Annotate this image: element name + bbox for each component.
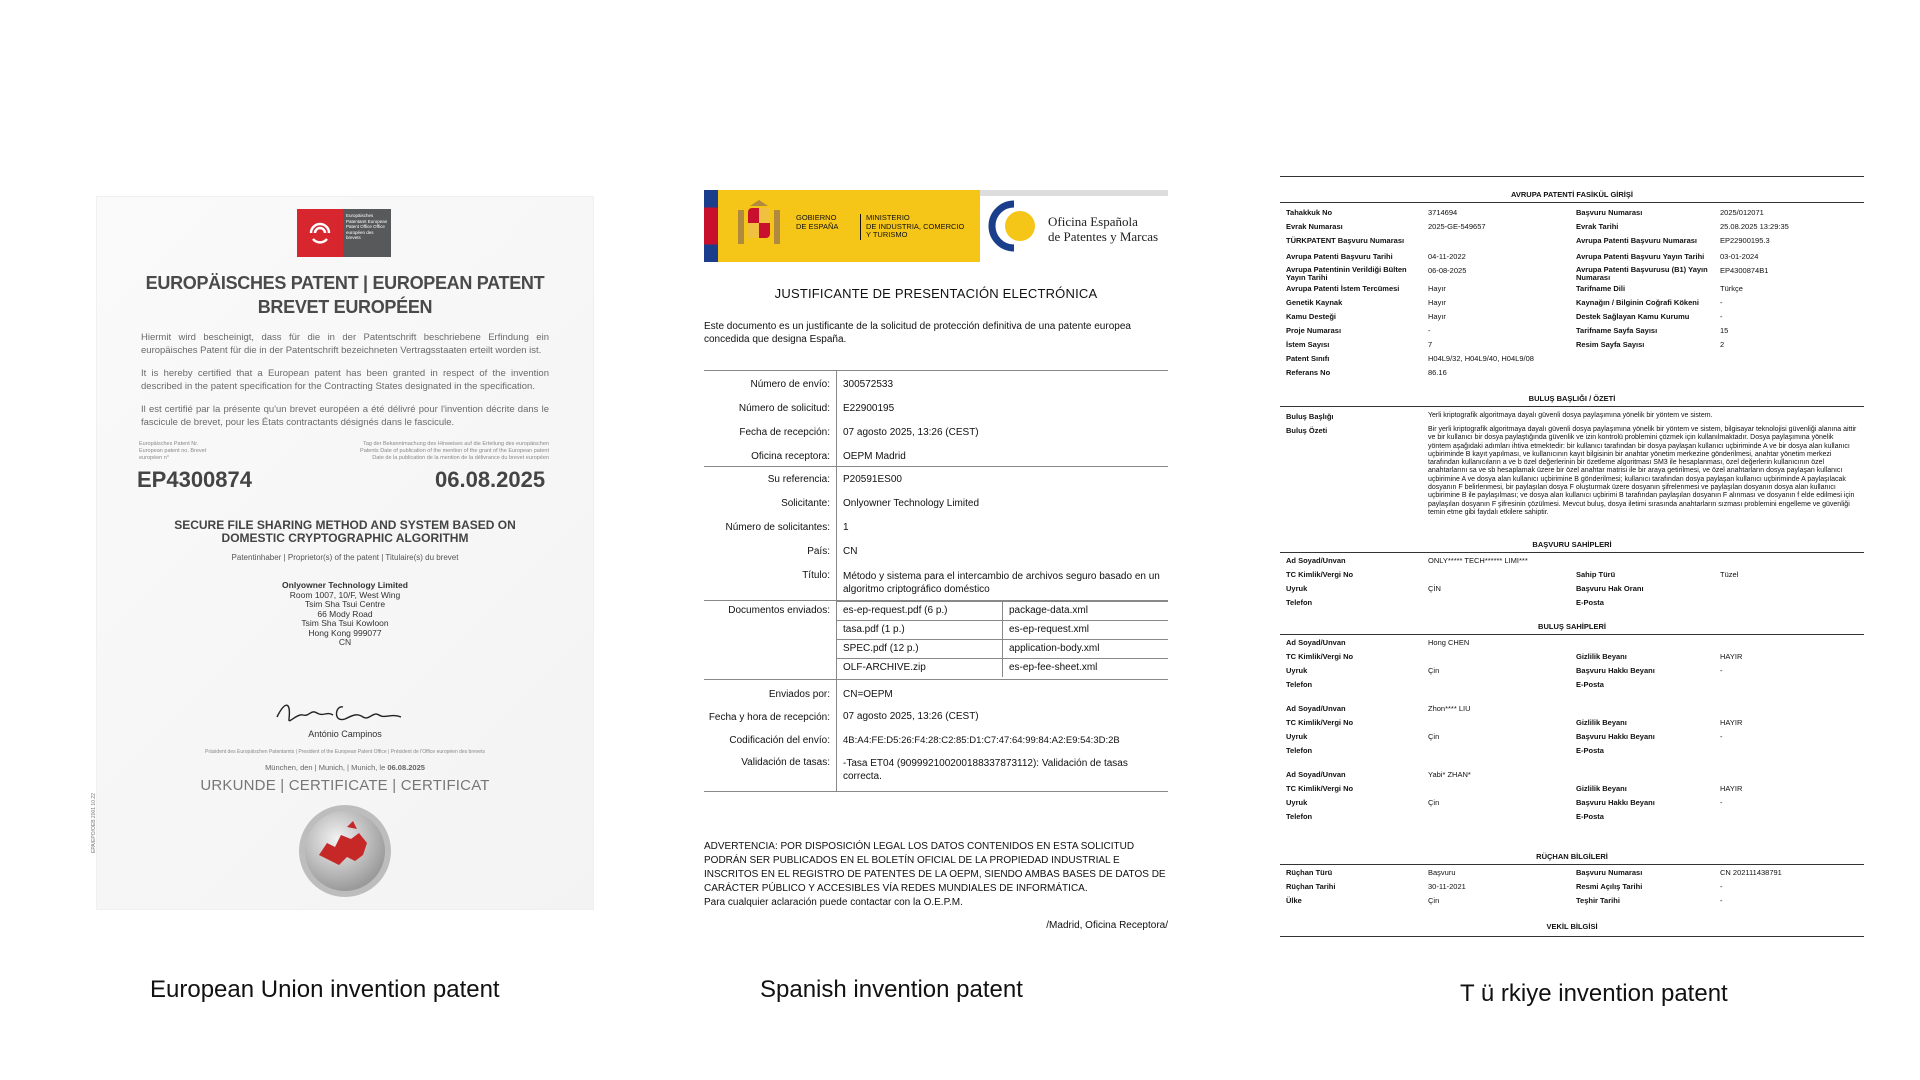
- field-label: Telefon: [1286, 680, 1313, 689]
- docs-row: [837, 659, 1168, 678]
- form-row: [1280, 704, 1864, 718]
- eu-title-line1: SECURE FILE SHARING METHOD AND SYSTEM BASED ON: [174, 518, 516, 532]
- field-value: H04L9/32, H04L9/40, H04L9/08: [1428, 354, 1534, 363]
- field-label: Resim Sayfa Sayısı: [1576, 340, 1645, 349]
- form-row: [1280, 652, 1864, 666]
- field-value: ÇİN: [1428, 584, 1441, 593]
- field-label: TC Kimlik/Vergi No: [1286, 570, 1354, 579]
- field-label: Resmi Açılış Tarihi: [1576, 882, 1643, 891]
- field-value: 2025-GE-549657: [1428, 222, 1486, 231]
- table-row: [704, 601, 1168, 680]
- field-label: Proje Numarası: [1286, 326, 1342, 335]
- eu-place-date: [97, 763, 593, 772]
- eu-para-fr: Il est certifié par la présente qu'un brevet européen a été délivré pour l'invention décrite dans le fascicule de brevet, pour les États contractants désignés dans le fascicule.: [141, 404, 549, 428]
- table-row: [704, 390, 1168, 414]
- field-label: Telefon: [1286, 598, 1313, 607]
- field-label: Ülke: [1286, 896, 1302, 905]
- field-value: HAYIR: [1720, 718, 1743, 727]
- eu-patent-number: EP4300874: [137, 467, 252, 492]
- field-value: -: [1720, 882, 1723, 891]
- field-value: 03-01-2024: [1720, 252, 1759, 261]
- gobierno-line: GOBIERNO: [796, 213, 837, 222]
- field-label: Kamu Desteği: [1286, 312, 1337, 321]
- form-row: [1280, 570, 1864, 584]
- ozet-label: Buluş Özeti: [1286, 426, 1328, 435]
- form-row: [1280, 718, 1864, 732]
- form-row: [1280, 298, 1864, 312]
- field-label: Evrak Tarihi: [1576, 222, 1619, 231]
- form-row: [1280, 812, 1864, 826]
- gobierno-banner: [704, 190, 980, 262]
- field-value: Çin: [1428, 896, 1440, 905]
- field-value: 06-08-2025: [1428, 266, 1467, 275]
- docs-label: Documentos enviados:: [704, 601, 837, 680]
- form-row: [1280, 312, 1864, 326]
- epo-logo-mark: [297, 209, 343, 257]
- table-row: [704, 700, 1168, 724]
- form-row: [1280, 222, 1864, 236]
- field-label: Avrupa Patenti Başvuru Tarihi: [1286, 252, 1393, 261]
- field-label: Sahip Türü: [1576, 570, 1616, 579]
- eu-heading-line2: BREVET EUROPÉEN: [257, 297, 433, 317]
- table-row: [704, 557, 1168, 601]
- row-value: Onlyowner Technology Limited: [837, 485, 1169, 509]
- eu-certificate-label: URKUNDE | CERTIFICATE | CERTIFICAT: [200, 777, 490, 794]
- field-value: Tüzel: [1720, 570, 1739, 579]
- field-label: Başvuru Hakkı Beyanı: [1576, 732, 1655, 741]
- ministerio-line: DE INDUSTRIA, COMERCIO: [866, 221, 965, 231]
- oepm-line: de Patentes y Marcas: [1048, 229, 1159, 244]
- table-row: [704, 724, 1168, 746]
- field-label: E-Posta: [1576, 746, 1604, 755]
- field-label: Gizlilik Beyanı: [1576, 652, 1627, 661]
- field-value: 15: [1720, 326, 1729, 335]
- field-label: Uyruk: [1286, 666, 1308, 675]
- eu-place-date-label: München, den | Munich, | Munich, le: [265, 763, 386, 772]
- field-value: Başvuru: [1428, 868, 1456, 877]
- row-value: P20591ES00: [837, 467, 1169, 486]
- oepm-logo-icon: [988, 200, 1042, 252]
- row-label: Fecha de recepción:: [739, 427, 830, 438]
- field-label: TÜRKPATENT Başvuru Numarası: [1286, 236, 1405, 245]
- field-label: Referans No: [1286, 368, 1331, 377]
- field-label: Patent Sınıfı: [1286, 354, 1330, 363]
- field-value: Türkçe: [1720, 284, 1743, 293]
- table-row: [704, 414, 1168, 438]
- field-value: EP4300874B1: [1720, 266, 1769, 275]
- eu-patent-certificate: [91, 196, 594, 910]
- field-label: Uyruk: [1286, 798, 1308, 807]
- gobierno-line: DE ESPAÑA: [796, 221, 839, 231]
- field-label: Genetik Kaynak: [1286, 298, 1343, 307]
- form-row: [1280, 236, 1864, 250]
- ministerio-line: MINISTERIO: [866, 213, 910, 222]
- row-label: Número de solicitud:: [738, 403, 830, 414]
- field-value: -: [1720, 298, 1723, 307]
- field-label: Destek Sağlayan Kamu Kurumu: [1576, 312, 1690, 321]
- field-label: Telefon: [1286, 812, 1313, 821]
- es-sign: /Madrid, Oficina Receptora/: [1046, 920, 1168, 931]
- row-label: Título:: [802, 570, 830, 581]
- es-patent-receipt: [704, 190, 1168, 942]
- eu-holder-line: Tsim Sha Tsui Kowloon: [301, 618, 389, 628]
- field-label: E-Posta: [1576, 680, 1604, 689]
- row-label: Validación de tasas:: [741, 757, 830, 768]
- row-value: E22900195: [837, 390, 1169, 414]
- eu-holder-line: CN: [338, 637, 352, 647]
- field-value: Çin: [1428, 666, 1440, 675]
- field-value: Hong CHEN: [1428, 638, 1470, 647]
- field-label: TC Kimlik/Vergi No: [1286, 784, 1354, 793]
- es-title: JUSTIFICANTE DE PRESENTACIÓN ELECTRÓNICA: [774, 286, 1098, 301]
- oepm-line: Oficina Española: [1048, 214, 1138, 229]
- es-details-table: [704, 370, 1168, 792]
- eu-side-code: EPA/EPO/OEB 2001 10.22: [91, 793, 97, 853]
- form-row: [1280, 354, 1864, 368]
- signature-image: [273, 695, 413, 729]
- row-label: Número de solicitantes:: [725, 522, 830, 533]
- field-value: -: [1720, 312, 1723, 321]
- form-row: [1280, 882, 1864, 896]
- form-row: [1280, 252, 1864, 266]
- row-value: CN: [837, 533, 1169, 557]
- caption-tr: T ü rkiye invention patent: [1460, 980, 1728, 1007]
- row-value: 1: [837, 509, 1169, 533]
- eu-holder-line: Hong Kong 999077: [308, 627, 382, 638]
- doc-file: tasa.pdf (1 p.): [837, 621, 1003, 640]
- docs-row: [837, 621, 1168, 640]
- field-label: Başvuru Numarası: [1576, 868, 1643, 877]
- oepm-logo: [988, 198, 1168, 254]
- row-label: País:: [807, 546, 830, 557]
- form-row: [1280, 368, 1864, 382]
- field-label: Avrupa Patenti Başvuru Numarası: [1576, 236, 1698, 245]
- section-rule: [1280, 634, 1864, 635]
- field-label: Ad Soyad/Unvan: [1286, 556, 1346, 565]
- field-label: TC Kimlik/Vergi No: [1286, 652, 1354, 661]
- field-label: Tarifname Dili: [1576, 284, 1626, 293]
- field-value: 86.16: [1428, 368, 1447, 377]
- field-value: 04-11-2022: [1428, 252, 1466, 261]
- table-bottom-rule: [704, 792, 1168, 793]
- doc-file: es-ep-fee-sheet.xml: [1003, 659, 1169, 678]
- form-row: [1280, 680, 1864, 694]
- form-row: [1280, 556, 1864, 570]
- row-label: Codificación del envío:: [729, 735, 830, 746]
- field-value: EP22900195.3: [1720, 236, 1770, 245]
- field-label: Uyruk: [1286, 584, 1308, 593]
- section-title: BULUŞ SAHİPLERİ: [1538, 622, 1606, 631]
- form-row: [1280, 896, 1864, 910]
- doc-file: package-data.xml: [1003, 602, 1169, 621]
- section-rule: [1280, 864, 1864, 865]
- eu-place-date-value: 06.08.2025: [387, 763, 425, 772]
- docs-row: [837, 640, 1168, 659]
- eu-holder-label: Patentinhaber | Proprietor(s) of the patent | Titulaire(s) du brevet: [231, 553, 459, 562]
- form-row: [1280, 666, 1864, 680]
- form-row: [1280, 746, 1864, 760]
- doc-file: OLF-ARCHIVE.zip: [837, 659, 1003, 678]
- form-row: [1280, 868, 1864, 882]
- row-value: 4B:A4:FE:D5:26:F4:28:C2:85:D1:C7:47:64:99:84:A2:E9:54:3D:2B: [837, 724, 1169, 746]
- form-row: [1280, 208, 1864, 222]
- row-label: Número de envío:: [704, 371, 837, 391]
- form-row: [1280, 784, 1864, 798]
- form-row: [1280, 798, 1864, 812]
- doc-file: SPEC.pdf (12 p.): [837, 640, 1003, 659]
- field-value: Hayır: [1428, 298, 1446, 307]
- row-label: Su referencia:: [704, 467, 837, 486]
- field-value: Hayır: [1428, 312, 1446, 321]
- field-label: Ad Soyad/Unvan: [1286, 638, 1346, 647]
- form-row: [1280, 266, 1864, 280]
- field-label: Gizlilik Beyanı: [1576, 784, 1627, 793]
- docs-row: [837, 602, 1168, 621]
- form-row: [1280, 770, 1864, 784]
- field-value: Çin: [1428, 798, 1440, 807]
- field-value: ONLY***** TECH****** LIMI***: [1428, 556, 1528, 565]
- field-value: 2: [1720, 340, 1725, 349]
- eu-title-line2: DOMESTIC CRYPTOGRAPHIC ALGORITHM: [221, 531, 469, 545]
- field-value: Yabi* ZHAN*: [1428, 770, 1471, 779]
- es-intro: Este documento es un justificante de la solicitud de protección definitiva de una patente europea concedida que designa España.: [704, 321, 1131, 345]
- table-row: [704, 485, 1168, 509]
- field-label: Ad Soyad/Unvan: [1286, 704, 1346, 713]
- eu-date-label: Tag der Bekanntmachung des Hinweises auf die Erteilung des europäischen Patents Date of publication of the mention of the grant of the European patent Date de la publication de la mention de la délivrance du brevet européen: [360, 441, 549, 461]
- row-value: 07 agosto 2025, 13:26 (CEST): [837, 700, 1169, 724]
- eu-holder-line: 66 Mody Road: [317, 608, 373, 619]
- section-title: AVRUPA PATENTİ FASİKÜL GİRİŞİ: [1511, 190, 1633, 199]
- gobierno-text: [796, 214, 838, 231]
- doc-file: es-ep-request.xml: [1003, 621, 1169, 640]
- form-row: [1280, 584, 1864, 598]
- es-advert: [704, 840, 1168, 910]
- eu-para-de: Hiermit wird bescheinigt, dass für die in der Patentschrift beschriebene Erfindung ein europäisches Patent für die in der Patentschrift bezeichneten Vertragsstaaten erteilt worden ist.: [141, 332, 549, 356]
- field-value: 7: [1428, 340, 1433, 349]
- ozet-value: Bir yerli kriptografik algoritmaya dayalı güvenli dosya paylaşımına yönelik bir yöntem ve sistem, bilgisayar teknolojisi güvenliği alanına aittir ve bir kullanıcı bir dosya paylaştığında güvenlik ve izin kontrolü problemini çözmek için kullanılmaktadır. Dosya paylaşımına yönelik yöntem aşağıdaki adımları ihtiva etmektedir: bir kullanıcı tarafından bir dosya paylaşan kullanıcı uçbiriminde A ve bir dosya alan kullanıcı uçbiriminde B kayıt yapılması, ve kullanıcının kayıt bilgisinin bir anahtar yönetim merkezine gönderilmesi, anahtar yönetim merkezi tarafından kullanıcıların a ve b özel değerlerinin bir özetleme algoritması SM3 ile hesaplanması, özel değerlerin kullanıcının özel anahtarlarını sa ve sb hesaplamak üzere bir özel anahtar matrisi ile bir araya getirilmesi, ve özel anahtarların dosya paylaşan kullanıcı uçbirimine A ve dosya alan kullanıcı uçbirimine B gönderilmesi; kullanıcı tarafından dosya paylaşan kullanıcı uçbiriminde A paylaşılacak dosyanın F belirlenmesi, bir paylaşılan dosya F oluşturmak üzere dosyanın şifrelenmesi ve paylaşılan dosyanın dosya alan kullanıcı uçbirimine B ile paylaşılması; ve dosya alan kullanıcı uçbirimi B tarafından paylaşılan dosyanın F alınması ve dosyanın f elde edilmesi için paylaşılan dosyanın F şifresinin çözülmesi. Mevcut buluş, dosya iletimi sırasında anahtarların sızması problemini engelleme ve güvenliği temin etme gibi faydalı etkilere sahiptir.: [1428, 426, 1857, 516]
- baslik-value: Yerli kriptografik algoritmaya dayalı güvenli dosya paylaşımına yönelik bir yöntem ve sistem.: [1428, 412, 1713, 419]
- field-value: 25.08.2025 13:29:35: [1720, 222, 1789, 231]
- epo-logo-text: Europäisches Patentamt European Patent Office Office européen des brevets: [343, 209, 391, 257]
- ministerio-text: [860, 214, 964, 240]
- field-label: Başvuru Numarası: [1576, 208, 1643, 217]
- field-label: Başvuru Hakkı Beyanı: [1576, 798, 1655, 807]
- field-value: CN 202111438791: [1720, 868, 1782, 877]
- field-value: 3714694: [1428, 208, 1458, 217]
- field-value: Zhon**** LIU: [1428, 704, 1471, 713]
- eu-holder-address: [97, 581, 593, 648]
- table-row: [704, 509, 1168, 533]
- spain-coat-of-arms-icon: [734, 198, 784, 254]
- eu-patent-no-label: Europäisches Patent Nr. European patent no. Brevet européen n°: [139, 441, 207, 461]
- row-label: Oficina receptora:: [751, 451, 830, 462]
- advert-text: ADVERTENCIA: POR DISPOSICIÓN LEGAL LOS DATOS CONTENIDOS EN ESTA SOLICITUD PODRÁN SER PUBLICADOS EN EL BOLETÍN OFICIAL DE LA PROPIEDAD INDUSTRIAL E INSCRITOS EN EL REGISTRO DE PATENTES DE LA OEPM, SIENDO AMBAS BASES DE DATOS DE CARÁCTER PÚBLICO Y ACCESIBLES VÍA REDES MUNDIALES DE INFORMÁTICA.: [704, 841, 1166, 894]
- field-label: Avrupa Patentinin Verildiği Bülten Yayın Tarihi: [1286, 265, 1407, 282]
- table-row: [704, 371, 1168, 391]
- eu-para-en: It is hereby certified that a European patent has been granted in respect of the invention described in the patent specification for the Contracting States designated in the specification.: [141, 368, 549, 392]
- eu-holder-name: Onlyowner Technology Limited: [282, 580, 408, 590]
- field-label: Teşhir Tarihi: [1576, 896, 1620, 905]
- field-label: Uyruk: [1286, 732, 1308, 741]
- form-row: [1280, 638, 1864, 652]
- field-value: -: [1428, 326, 1431, 335]
- section-rule: [1280, 202, 1864, 203]
- eu-grant-date: 06.08.2025: [435, 467, 546, 492]
- row-value: Método y sistema para el intercambio de archivos seguro basado en un algoritmo criptográfico doméstico: [837, 557, 1169, 601]
- baslik-label: Buluş Başlığı: [1286, 412, 1334, 421]
- form-row: [1280, 340, 1864, 354]
- row-label: Enviados por:: [704, 680, 837, 701]
- field-value: Çin: [1428, 732, 1440, 741]
- caption-eu: European Union invention patent: [150, 976, 500, 1003]
- section-rule: [1280, 176, 1864, 177]
- field-value: -: [1720, 732, 1723, 741]
- row-value: -Tasa ET04 (909992100200188337873112): Validación de tasas correcta.: [837, 746, 1169, 792]
- eu-holder-line: Room 1007, 10/F, West Wing: [289, 589, 401, 600]
- section-rule: [1280, 552, 1864, 553]
- eu-invention-title: [137, 519, 553, 545]
- row-label: Fecha y hora de recepción:: [708, 712, 830, 723]
- form-row: [1280, 284, 1864, 298]
- form-row: [1280, 598, 1864, 612]
- form-row: [1280, 326, 1864, 340]
- epo-logo: [297, 209, 391, 257]
- section-rule: [1280, 936, 1864, 937]
- table-row: [704, 680, 1168, 701]
- field-label: TC Kimlik/Vergi No: [1286, 718, 1354, 727]
- field-value: 2025/012071: [1720, 208, 1764, 217]
- eu-flag-icon: [704, 190, 718, 262]
- docs-cell: [837, 601, 1169, 680]
- field-label: E-Posta: [1576, 812, 1604, 821]
- field-label: Başvuru Hakkı Beyanı: [1576, 666, 1655, 675]
- table-row: [704, 792, 1168, 793]
- field-value: -: [1720, 896, 1723, 905]
- field-value: HAYIR: [1720, 652, 1743, 661]
- row-value: 300572533: [837, 371, 1169, 391]
- field-label: Başvuru Hak Oranı: [1576, 584, 1644, 593]
- field-label: Avrupa Patenti İstem Tercümesi: [1286, 284, 1400, 293]
- es-header: [704, 190, 1168, 262]
- eu-heading-line1: EUROPÄISCHES PATENT | EUROPEAN PATENT: [145, 273, 545, 293]
- field-value: 30-11-2021: [1428, 882, 1466, 891]
- section-title: BULUŞ BAŞLIĞI / ÖZETİ: [1528, 394, 1616, 403]
- table-row: [704, 746, 1168, 792]
- eu-signer-name: António Campinos: [308, 729, 382, 739]
- field-label: Rüçhan Tarihi: [1286, 882, 1336, 891]
- row-value: OEPM Madrid: [837, 438, 1169, 467]
- field-label: Avrupa Patenti Başvuru Yayın Tarihi: [1576, 252, 1705, 261]
- eu-seal-icon: [297, 803, 393, 899]
- docs-table: [837, 601, 1168, 677]
- eu-holder-line: Tsim Sha Tsui Centre: [304, 599, 386, 609]
- row-value: 07 agosto 2025, 13:26 (CEST): [837, 414, 1169, 438]
- table-row: [704, 533, 1168, 557]
- field-label: E-Posta: [1576, 598, 1604, 607]
- field-label: Kaynağın / Bilginin Coğrafi Kökeni: [1576, 298, 1699, 307]
- field-label: Telefon: [1286, 746, 1313, 755]
- field-value: -: [1720, 666, 1723, 675]
- oepm-text: [1048, 214, 1158, 244]
- field-label: Evrak Numarası: [1286, 222, 1343, 231]
- row-label: Solicitante:: [781, 498, 830, 509]
- eu-heading: [97, 271, 593, 319]
- doc-file: es-ep-request.pdf (6 p.): [837, 602, 1003, 621]
- tr-patent-form: [1280, 176, 1864, 940]
- table-row: [704, 438, 1168, 467]
- field-label: Tahakkuk No: [1286, 208, 1333, 217]
- section-title: BAŞVURU SAHİPLERİ: [1532, 540, 1612, 549]
- section-rule: [1280, 406, 1864, 407]
- field-value: -: [1720, 798, 1723, 807]
- field-label: Gizlilik Beyanı: [1576, 718, 1627, 727]
- field-label: Avrupa Patenti Başvurusu (B1) Yayın Numarası: [1576, 265, 1708, 282]
- field-label: Ad Soyad/Unvan: [1286, 770, 1346, 779]
- field-label: İstem Sayısı: [1286, 340, 1330, 349]
- field-label: Rüçhan Türü: [1286, 868, 1333, 877]
- table-row: [704, 467, 1168, 486]
- form-row: [1280, 732, 1864, 746]
- caption-es: Spanish invention patent: [760, 976, 1023, 1003]
- section-title: RÜÇHAN BİLGİLERİ: [1536, 852, 1608, 861]
- ministerio-line: Y TURISMO: [866, 230, 908, 239]
- field-value: Hayır: [1428, 284, 1446, 293]
- field-value: HAYIR: [1720, 784, 1743, 793]
- row-value: CN=OEPM: [837, 680, 1169, 701]
- field-label: Tarifname Sayfa Sayısı: [1576, 326, 1658, 335]
- eu-president-line: Präsident des Europäischen Patentamts | President of the European Patent Office | Président de l'Office européen des brevets: [205, 749, 485, 755]
- advert-contact: Para cualquier aclaración puede contactar con la O.E.P.M.: [704, 897, 963, 908]
- doc-file: application-body.xml: [1003, 640, 1169, 659]
- header-divider: [980, 190, 1168, 196]
- section-title: VEKİL BİLGİSİ: [1546, 922, 1598, 931]
